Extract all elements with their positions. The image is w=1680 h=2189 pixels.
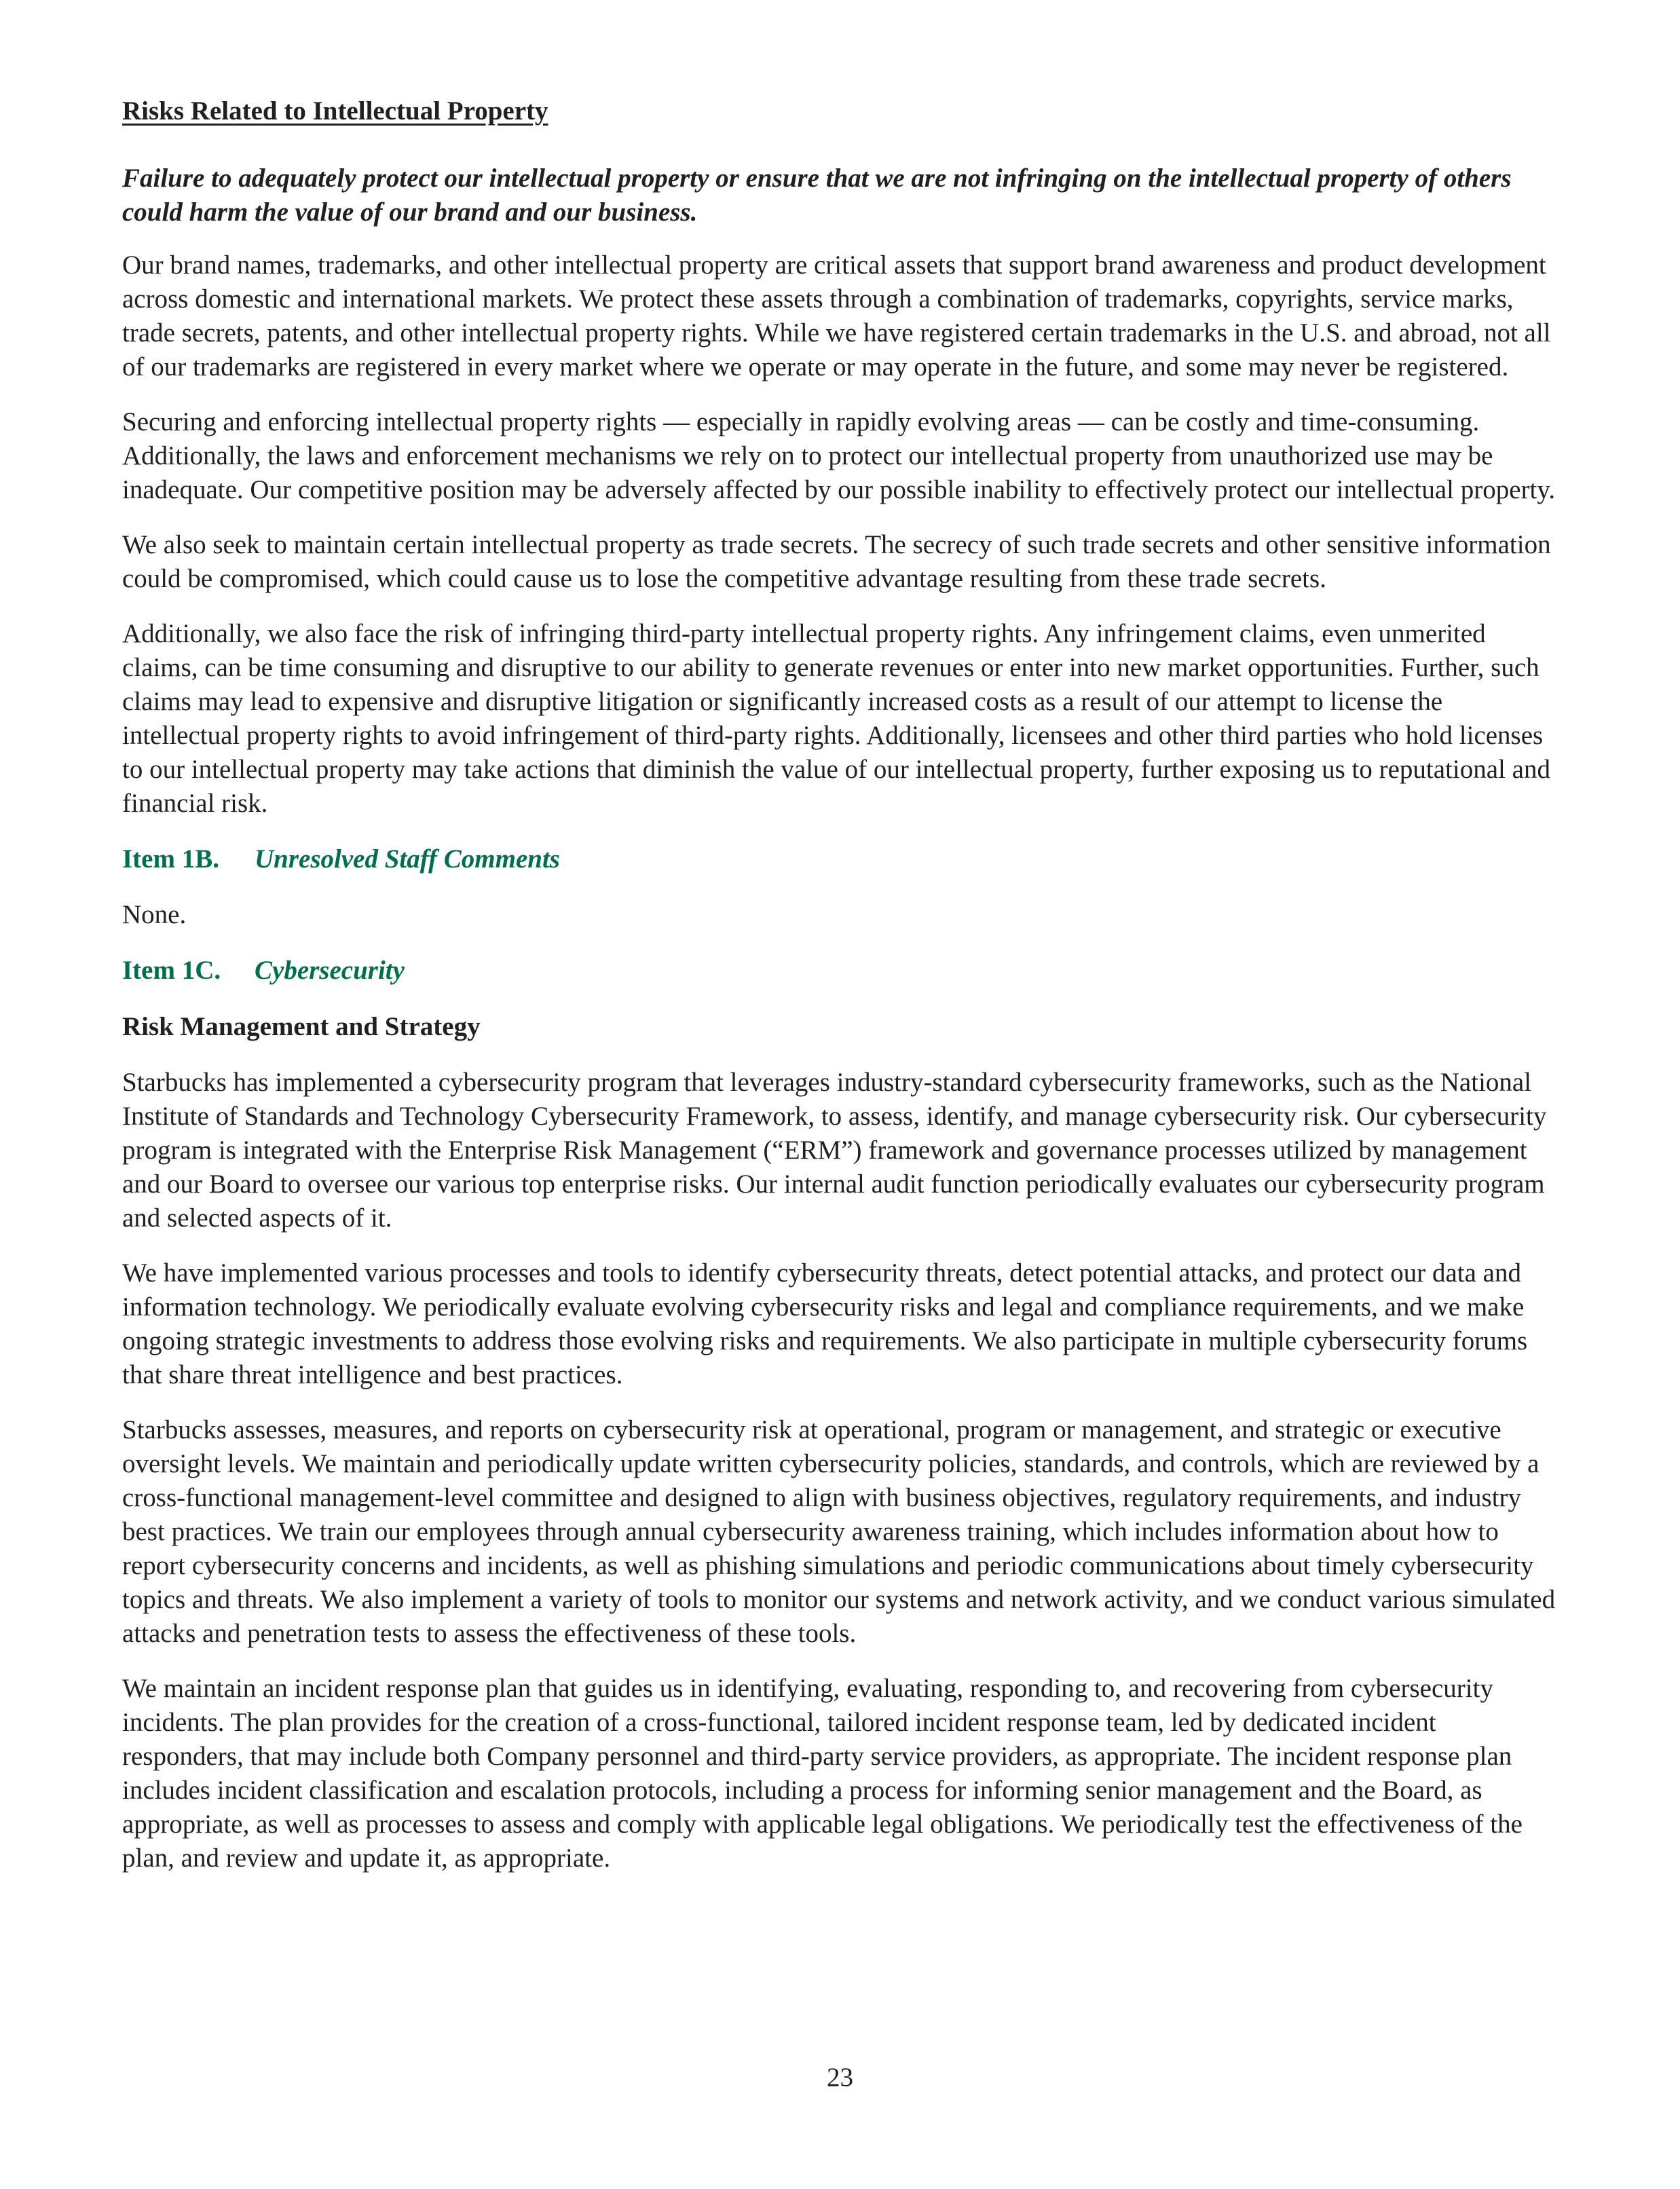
section-heading: Risks Related to Intellectual Property — [122, 96, 548, 126]
item-1c-heading — [122, 953, 1561, 988]
page-number: 23 — [827, 2063, 853, 2092]
item-1b-heading — [122, 842, 1561, 877]
item-1b-title: Unresolved Staff Comments — [255, 844, 560, 874]
item-1c-title: Cybersecurity — [255, 956, 405, 985]
cyber-paragraph-4: We maintain an incident response plan that guides us in identifying, evaluating, responding to, and recovering from cybersecurity incidents. The plan provides for the creation of a cross-functional, tailored incident response team, led by dedicated incident responders, that may include both Company personnel and third-party service providers, as appropriate. The incident response plan includes incident classification and escalation protocols, including a process for informing senior management and the Board, as appropriate, as well as processes to assess and comply with applicable legal obligations. We periodically test the effectiveness of the plan, and review and update it, as appropriate. — [122, 1674, 1523, 1873]
item-1c-number: Item 1C. — [122, 956, 221, 985]
item-1b-number: Item 1B. — [122, 844, 219, 874]
document-page — [122, 94, 1561, 1896]
cyber-paragraph-2: We have implemented various processes and tools to identify cybersecurity threats, detect potential attacks, and protect our data and information technology. We periodically evaluate evolving cybersecurity risks and legal and compliance requirements, and we make ongoing strategic investments to address those evolving risks and requirements. We also participate in multiple cybersecurity forums that share threat intelligence and best practices. — [122, 1258, 1528, 1389]
ip-paragraph-4: Additionally, we also face the risk of infringing third-party intellectual property rights. Any infringement claims, even unmerited claims, can be time consuming and disruptive to our ability to generate revenues or enter into new market opportunities. Further, such claims may lead to expensive and disruptive litigation or significantly increased costs as a result of our attempt to license the intellectual property rights to avoid infringement of third-party rights. Additionally, licensees and other third parties who hold licenses to our intellectual property may take actions that diminish the value of our intellectual property, further exposing us to reputational and financial risk. — [122, 619, 1550, 818]
cyber-paragraph-1: Starbucks has implemented a cybersecurity program that leverages industry-standard cybersecurity frameworks, such as the National Institute of Standards and Technology Cybersecurity Framework, to assess, identify, and manage cybersecurity risk. Our cybersecurity program is integrated with the Enterprise Risk Management (“ERM”) framework and governance processes utilized by management and our Board to oversee our various top enterprise risks. Our internal audit function periodically evaluates our cybersecurity program and selected aspects of it. — [122, 1068, 1547, 1233]
item-1b-body: None. — [122, 900, 187, 929]
cyber-paragraph-3: Starbucks assesses, measures, and reports on cybersecurity risk at operational, program or management, and strategic or executive oversight levels. We maintain and periodically update written cybersecurity policies, standards, and controls, which are reviewed by a cross-functional management-level committee and designed to align with business objectives, regulatory requirements, and industry best practices. We train our employees through annual cybersecurity awareness training, which includes information about how to report cybersecurity concerns and incidents, as well as phishing simulations and periodic communications about timely cybersecurity topics and threats. We also implement a variety of tools to monitor our systems and network activity, and we conduct various simulated attacks and penetration tests to assess the effectiveness of these tools. — [122, 1415, 1556, 1648]
risk-management-subheading: Risk Management and Strategy — [122, 1012, 481, 1041]
ip-paragraph-2: Securing and enforcing intellectual property rights — especially in rapidly evolving areas — can be costly and time-consuming. Additionally, the laws and enforcement mechanisms we rely on to protect our intellectual property from unauthorized use may be inadequate. Our competitive position may be adversely affected by our possible inability to effectively protect our intellectual property. — [122, 407, 1556, 504]
ip-paragraph-1: Our brand names, trademarks, and other intellectual property are critical assets that support brand awareness and product development across domestic and international markets. We protect these assets through a combination of trademarks, copyrights, service marks, trade secrets, patents, and other intellectual property rights. While we have registered certain trademarks in the U.S. and abroad, not all of our trademarks are registered in every market where we operate or may operate in the future, and some may never be registered. — [122, 250, 1551, 381]
risk-factor-heading: Failure to adequately protect our intellectual property or ensure that we are not infringing on the intellectual property of others could harm the value of our brand and our business. — [122, 164, 1512, 227]
ip-paragraph-3: We also seek to maintain certain intellectual property as trade secrets. The secrecy of such trade secrets and other sensitive information could be compromised, which could cause us to lose the competitive advantage resulting from these trade secrets. — [122, 530, 1551, 593]
